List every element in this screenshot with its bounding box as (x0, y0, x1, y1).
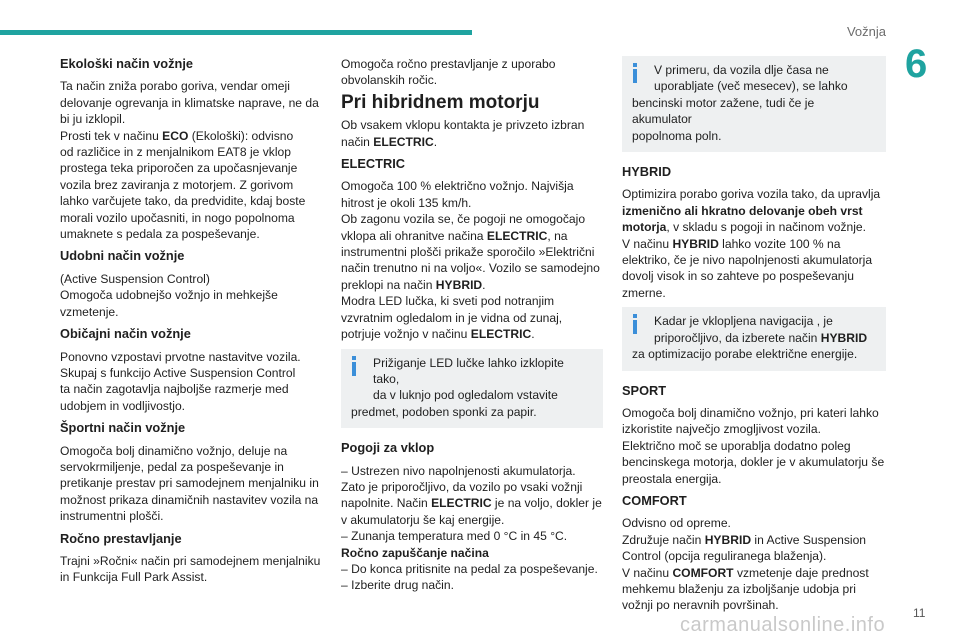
text-line: Modra LED lučka, ki sveti pod notranjim (341, 294, 555, 309)
text-line: delovanje ogrevanja in klimatske naprave, ne da (60, 95, 319, 110)
note-line: priporočljivo, da izberete način HYBRID (654, 330, 868, 345)
text-line: potrjuje vožnjo v načinu ELECTRIC. (341, 327, 535, 342)
text-line: Omogoča bolj dinamično vožnjo, pri kateri lahko (622, 405, 879, 420)
section-title: Vožnja (846, 24, 886, 39)
text-line: vožnji po neravnih površinah. (622, 598, 779, 613)
text-line: vzmetenje. (60, 304, 119, 319)
electric-text (341, 178, 603, 342)
text-line: Trajni »Ročni« način pri samodejnem menjalniku (60, 553, 321, 568)
paddle-shift-text (341, 56, 603, 89)
text-line: Ta način zniža porabo goriva, vendar omeji (60, 79, 290, 94)
normal-mode-text (60, 349, 322, 415)
text-line: Control (opcija reguliranega blaženja). (622, 549, 827, 564)
text-line: vozila brez zaviranja z motorjem. Z gorivom (60, 177, 294, 192)
text-line: Ob vsakem vklopu kontakta je privzeto izbran (341, 118, 585, 133)
text-line: – Izberite drug način. (341, 578, 454, 593)
note-line: uporabljate (več mesecev), se lahko (654, 79, 848, 94)
eco-mode-heading: Ekološki način vožnje (60, 56, 193, 71)
electric-heading: ELECTRIC (341, 156, 405, 172)
hybrid-intro-text (341, 117, 603, 150)
text-line: motorja, v skladu s pogoji in načinom vožnje. (622, 220, 867, 235)
text-line: preklopi na način HYBRID. (341, 277, 486, 292)
manual-exit-heading: Ročno zapuščanje načina (341, 545, 489, 560)
text-line: umaknete s pedala za pospeševanje. (60, 227, 260, 242)
text-line: – Do konca pritisnite na pedal za pospeševanje. (341, 561, 598, 576)
comfort-text (622, 515, 886, 613)
text-line: Ponovno vzpostavi prvotne nastavitve vozila. (60, 349, 301, 364)
sport-text (622, 405, 886, 487)
text-line: ta način zagotavlja najboljše razmerje med (60, 382, 289, 397)
page-number: 11 (913, 606, 926, 620)
info-icon (632, 63, 638, 85)
sport-mode-text (60, 443, 322, 525)
manual-shift-heading: Ročno prestavljanje (60, 530, 182, 546)
hybrid-mode-text (622, 186, 886, 301)
text-line: izkoristite največjo zmogljivost vozila. (622, 422, 821, 437)
text-line: Skupaj s funkcijo Active Suspension Control (60, 365, 296, 380)
text-line: Odvisno od opreme. (622, 516, 731, 531)
text-line: Zato je priporočljivo, da vozilo po vsaki vožnji (341, 479, 583, 494)
text-line: način ELECTRIC. (341, 134, 438, 149)
eco-mode-text (60, 78, 322, 242)
text-line: bencinskega motorja, dokler je v akumulatorju še (622, 455, 885, 470)
text-line: mehkemu blaženju za izboljšanje udobja pri (622, 581, 856, 596)
text-line: hitrost je okoli 135 km/h. (341, 195, 472, 210)
text-line: Omogoča udobnejšo vožnjo in mehkejše (60, 288, 278, 303)
comfort-mode-text (60, 271, 322, 320)
text-line: – Zunanja temperatura med 0 °C in 45 °C. (341, 529, 568, 544)
manual-shift-text (60, 553, 322, 586)
activation-conditions-text (341, 463, 603, 594)
text-line: možnost prikaza dinamičnih nastavitev vozila na (60, 492, 319, 507)
column-3 (622, 56, 886, 620)
sport-heading: SPORT (622, 382, 667, 398)
text-line: prostega teka priporočen za upočasnjevanje (60, 161, 298, 176)
text-line: bi ju izklopil. (60, 112, 126, 127)
led-info-note (341, 349, 603, 429)
text-line: vzvratnim ogledalom in je vidna od zunaj, (341, 310, 563, 325)
text-line: in Funkcija Full Park Assist. (60, 570, 208, 585)
note-line: popolnoma poln. (632, 128, 722, 143)
text-line: instrumentni plošči. (60, 509, 164, 524)
info-icon (632, 314, 638, 336)
text-line: – Ustrezen nivo napolnjenosti akumulatorja. (341, 463, 576, 478)
normal-mode-heading: Običajni način vožnje (60, 326, 191, 342)
text-line: zmerne. (622, 285, 666, 300)
hybrid-engine-heading: Pri hibridnem motorju (341, 91, 540, 113)
text-line: Združuje način HYBRID in Active Suspension (622, 532, 867, 547)
text-line: pretikanje prestav pri samodejnem menjalniku in (60, 476, 319, 491)
comfort-heading: COMFORT (622, 492, 687, 508)
text-line: obvolanskih ročic. (341, 73, 438, 88)
note-line: da v luknjo pod ogledalom vstavite (373, 388, 558, 403)
text-line: morali vozilo upočasniti, in nogo popolnoma (60, 210, 295, 225)
text-line: dovolj visok in so zahteve po pospeševanju (622, 269, 854, 284)
text-line: V načinu HYBRID lahko vozite 100 % na (622, 236, 841, 251)
text-line: Ob zagonu vozila se, če pogoji ne omogočajo (341, 212, 586, 227)
text-line: Omogoča ročno prestavljanje z uporabo (341, 57, 556, 71)
text-line: elektriko, če je nivo napolnjenosti akumulatorja (622, 253, 873, 268)
text-line: instrumentni plošči prikaže sporočilo »Električni (341, 245, 595, 260)
chapter-number: 6 (905, 42, 928, 86)
note-line: V primeru, da vozila dlje časa ne (654, 63, 829, 77)
text-line: Optimizira porabo goriva vozila tako, da upravlja (622, 187, 881, 202)
text-line: od različice in z menjalnikom EAT8 je vklop (60, 145, 291, 160)
text-line: izmenično ali hkratno delovanje obeh vrst (622, 203, 863, 218)
text-line: Omogoča 100 % električno vožnjo. Najvišja (341, 179, 574, 194)
activation-conditions-heading: Pogoji za vklop (341, 440, 435, 456)
text-line: vklopa ali ohranitve načina ELECTRIC, na (341, 228, 568, 243)
sport-mode-heading: Športni način vožnje (60, 420, 186, 436)
text-line: V načinu COMFORT vzmetenje daje prednost (622, 565, 869, 580)
column-2 (341, 56, 603, 600)
info-icon (351, 356, 357, 378)
text-line: Omogoča bolj dinamično vožnjo, deluje na (60, 443, 288, 458)
text-line: napolnite. Način ELECTRIC je na voljo, dokler je (341, 496, 602, 511)
text-line: Električno moč se uporablja dodatno poleg (622, 438, 851, 453)
column-1 (60, 56, 322, 592)
text-line: servokrmiljenje, pedal za pospeševanje in (60, 459, 284, 474)
hybrid-mode-heading: HYBRID (622, 164, 672, 180)
text-line: lahko varčujete tako, da predvidite, kdaj boste (60, 194, 306, 209)
text-line: (Active Suspension Control) (60, 271, 210, 286)
watermark: carmanualsonline.info (680, 614, 886, 636)
text-line: preostala energija. (622, 471, 722, 486)
note-line: Prižiganje LED lučke lahko izklopite tako, (373, 355, 564, 386)
text-line: način trenutno ni na voljo«. Vozilo se samodejno (341, 261, 600, 276)
note-line: predmet, podoben sponki za papir. (351, 404, 537, 419)
note-line: za optimizacijo porabe električne energije. (632, 347, 858, 362)
navigation-info-note (622, 307, 886, 370)
text-line: v akumulatorju še kaj energije. (341, 512, 505, 527)
text-line: Prosti tek v načinu ECO (Ekološki): odvisno (60, 128, 294, 143)
note-line: bencinski motor zažene, tudi če je akumulator (632, 95, 815, 127)
comfort-mode-heading: Udobni način vožnje (60, 248, 185, 264)
text-line: udobjem in vodljivostjo. (60, 398, 186, 413)
header-accent-bar (0, 30, 472, 35)
note-line: Kadar je vklopljena navigacija , je (654, 314, 833, 329)
long-storage-info-note (622, 56, 886, 152)
